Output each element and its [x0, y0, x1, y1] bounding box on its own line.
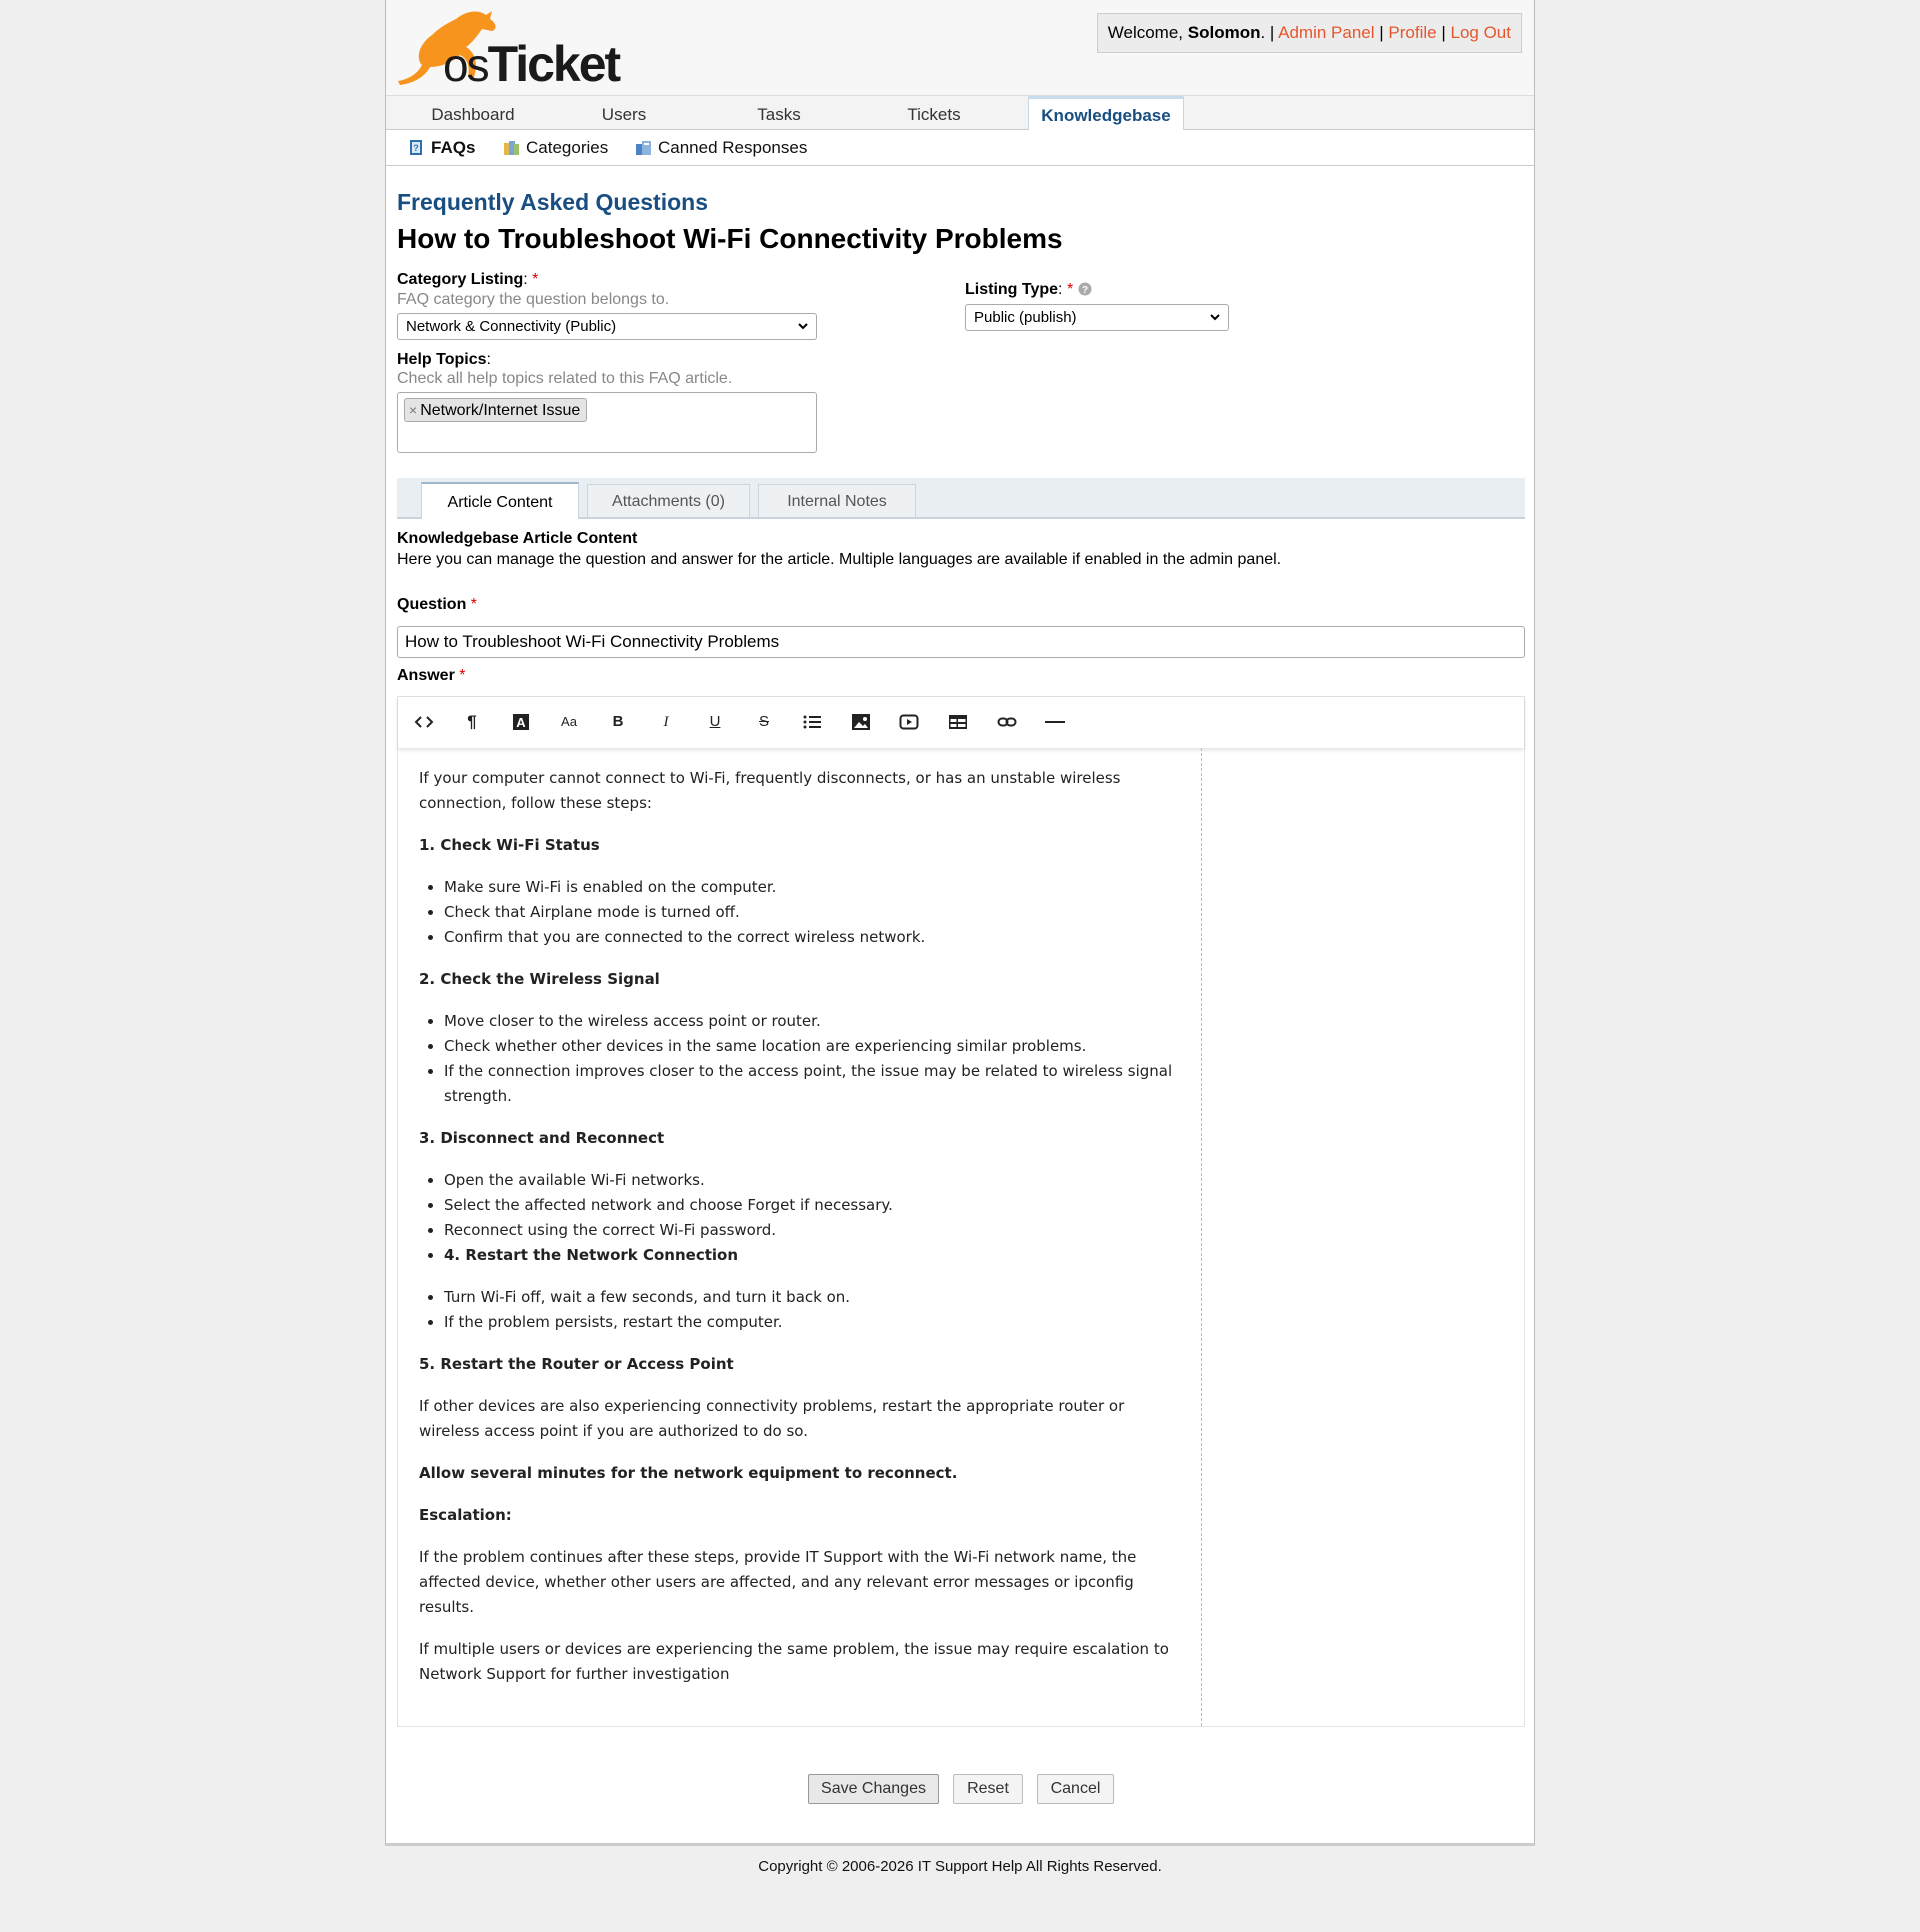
help-tip-icon[interactable]	[1078, 282, 1092, 296]
subnav-canned-responses[interactable]	[635, 130, 807, 165]
answer-intro: If your computer cannot connect to Wi-Fi, frequently disconnects, or has an unstable wireless connection, follow these steps:	[419, 769, 1121, 812]
list-item: • If the connection improves closer to the access point, the issue may be related to wireless signal strength.	[444, 1059, 1179, 1109]
help-topics-label: Help Topics	[397, 351, 487, 368]
section-description: Here you can manage the question and answer for the article. Multiple languages are available if enabled in the admin panel.	[397, 551, 1282, 568]
step-4-list	[419, 1285, 1179, 1335]
profile-link[interactable]: Profile	[1388, 23, 1437, 42]
help-topics-hint: Check all help topics related to this FAQ article.	[397, 370, 733, 387]
svg-text:?: ?	[413, 143, 419, 153]
page-heading: Frequently Asked Questions	[397, 189, 708, 215]
list-item: • Check that Airplane mode is turned off.	[444, 900, 1179, 925]
answer-label: Answer	[397, 667, 455, 684]
subnav-canned-responses-label: Canned Responses	[658, 138, 808, 157]
remove-tag-icon[interactable]: ×	[409, 402, 418, 418]
editor-document-area[interactable]	[398, 748, 1202, 1726]
nav-tab-tickets[interactable]: Tickets	[907, 105, 961, 124]
header	[386, 0, 1534, 95]
subnav-categories[interactable]	[503, 130, 608, 165]
help-topics-multiselect[interactable]	[397, 392, 817, 453]
categories-icon	[503, 139, 520, 156]
tab-internal-notes[interactable]: Internal Notes	[758, 484, 916, 517]
escalation-text-2: If multiple users or devices are experiencing the same problem, the issue may require escalation to Network Support for further investigation	[419, 1640, 1169, 1683]
question-label-group	[397, 596, 477, 614]
cancel-button[interactable]: Cancel	[1037, 1774, 1114, 1804]
step-3-list	[419, 1168, 1179, 1268]
listing-type-select[interactable]	[965, 304, 1229, 331]
listing-type-select-value: Public (publish)	[974, 309, 1077, 326]
underline-icon[interactable]: U	[709, 713, 721, 730]
list-item: • Turn Wi-Fi off, wait a few seconds, and turn it back on.	[444, 1285, 1179, 1310]
logo-ticket-text: Ticket	[487, 36, 620, 92]
save-changes-button[interactable]: Save Changes	[808, 1774, 939, 1804]
admin-panel-link[interactable]: Admin Panel	[1278, 23, 1375, 42]
step-1-list	[419, 875, 1179, 950]
help-topic-tag	[404, 398, 587, 422]
strikethrough-icon[interactable]: S	[758, 713, 769, 730]
subnav-faqs-label: FAQs	[431, 138, 476, 157]
list-item: • Open the available Wi-Fi networks.	[444, 1168, 1179, 1193]
faq-book-icon	[408, 139, 425, 156]
canned-responses-icon	[635, 139, 652, 156]
horizontal-rule-icon[interactable]	[1043, 710, 1067, 734]
list-item: • Move closer to the wireless access point or router.	[444, 1009, 1179, 1034]
step-1-title: 1. Check Wi-Fi Status	[419, 836, 600, 854]
label-colon: :	[1058, 281, 1063, 298]
label-colon: :	[523, 271, 528, 288]
page-container	[385, 0, 1535, 1846]
subnav-categories-label: Categories	[526, 138, 609, 157]
help-topic-tag-label: Network/Internet Issue	[420, 402, 581, 419]
tab-article-content[interactable]: Article Content	[421, 482, 579, 519]
paragraph-icon[interactable]: ¶	[467, 712, 477, 731]
answer-content[interactable]	[419, 766, 1179, 1704]
chevron-down-icon	[797, 314, 809, 339]
font-size-icon[interactable]: Aa	[561, 714, 577, 729]
listing-type-label: Listing Type	[965, 281, 1059, 298]
video-icon[interactable]	[897, 710, 921, 734]
svg-text:?: ?	[1081, 285, 1088, 296]
article-title: How to Troubleshoot Wi-Fi Connectivity Problems	[397, 223, 1063, 254]
logout-link[interactable]: Log Out	[1450, 23, 1511, 42]
escalation-text-1: If the problem continues after these steps, provide IT Support with the Wi-Fi network name, the affected device, whether other users are affected, and any relevant error messages or ipconfig results.	[419, 1548, 1137, 1616]
article-tabs	[397, 478, 1525, 519]
required-mark: *	[532, 271, 539, 288]
welcome-text: Welcome,	[1107, 23, 1188, 42]
required-mark: *	[1066, 281, 1074, 298]
footer-copyright: Copyright © 2006-2026 IT Support Help All Rights Reserved.	[758, 1858, 1162, 1875]
chevron-down-icon	[1209, 305, 1221, 330]
user-info-box	[1097, 13, 1522, 53]
answer-label-group	[397, 667, 465, 685]
list-item: • 4. Restart the Network Connection	[444, 1243, 1179, 1268]
question-label: Question	[397, 596, 467, 613]
list-item: • Check whether other devices in the same location are experiencing similar problems.	[444, 1034, 1179, 1059]
category-select[interactable]	[397, 313, 817, 340]
allow-text: Allow several minutes for the network equipment to reconnect.	[419, 1464, 958, 1482]
reset-button[interactable]: Reset	[953, 1774, 1023, 1804]
label-colon: :	[486, 351, 491, 368]
escalation-title: Escalation:	[419, 1506, 512, 1524]
help-topics-field-group	[397, 351, 491, 369]
sub-nav	[386, 130, 1534, 166]
category-field-group	[397, 271, 538, 289]
bold-icon[interactable]: B	[612, 713, 624, 730]
logo-os-text: os	[443, 39, 488, 91]
link-icon[interactable]	[995, 710, 1019, 734]
subnav-faqs[interactable]	[408, 130, 475, 165]
nav-tab-users[interactable]: Users	[601, 105, 647, 124]
main-nav	[386, 95, 1534, 130]
osticket-logo[interactable]	[396, 5, 636, 92]
logo-wordmark	[443, 35, 619, 93]
nav-tab-dashboard[interactable]: Dashboard	[431, 105, 515, 124]
list-item: • Confirm that you are connected to the correct wireless network.	[444, 925, 1179, 950]
required-mark: *	[470, 596, 478, 613]
editor-toolbar	[398, 697, 1524, 748]
section-title: Knowledgebase Article Content	[397, 530, 638, 547]
step-2-title: 2. Check the Wireless Signal	[419, 970, 660, 988]
category-label: Category Listing	[397, 271, 524, 288]
svg-text:A: A	[516, 715, 526, 730]
table-icon[interactable]	[946, 710, 970, 734]
separator: |	[1379, 23, 1384, 42]
font-color-icon[interactable]	[509, 710, 533, 734]
image-icon[interactable]	[849, 710, 873, 734]
answer-editor[interactable]	[397, 696, 1525, 1727]
step-3-title: 3. Disconnect and Reconnect	[419, 1129, 665, 1147]
list-item: • Make sure Wi-Fi is enabled on the computer.	[444, 875, 1179, 900]
question-input-value: How to Troubleshoot Wi-Fi Connectivity Problems	[405, 632, 780, 651]
nav-tab-knowledgebase[interactable]: Knowledgebase	[1028, 96, 1184, 130]
list-item: • Select the affected network and choose Forget if necessary.	[444, 1193, 1179, 1218]
list-item: • Reconnect using the correct Wi-Fi password.	[444, 1218, 1179, 1243]
welcome-suffix: . |	[1260, 23, 1275, 42]
listing-type-field-group	[965, 281, 1092, 299]
step-5-text: If other devices are also experiencing connectivity problems, restart the appropriate router or wireless access point if you are authorized to do so.	[419, 1397, 1125, 1440]
step-5-title: 5. Restart the Router or Access Point	[419, 1355, 734, 1373]
separator: |	[1441, 23, 1446, 42]
code-view-icon[interactable]	[412, 710, 436, 734]
tab-attachments[interactable]: Attachments (0)	[587, 484, 750, 517]
list-item: • If the problem persists, restart the computer.	[444, 1310, 1179, 1335]
required-mark: *	[459, 667, 466, 684]
list-icon[interactable]	[800, 710, 824, 734]
username: Solomon	[1187, 23, 1261, 42]
italic-icon[interactable]: I	[663, 714, 669, 730]
nav-tab-tasks[interactable]: Tasks	[757, 105, 801, 124]
category-select-value: Network & Connectivity (Public)	[406, 318, 617, 335]
category-hint: FAQ category the question belongs to.	[397, 291, 670, 308]
question-input[interactable]	[397, 626, 1525, 658]
step-2-list	[419, 1009, 1179, 1109]
